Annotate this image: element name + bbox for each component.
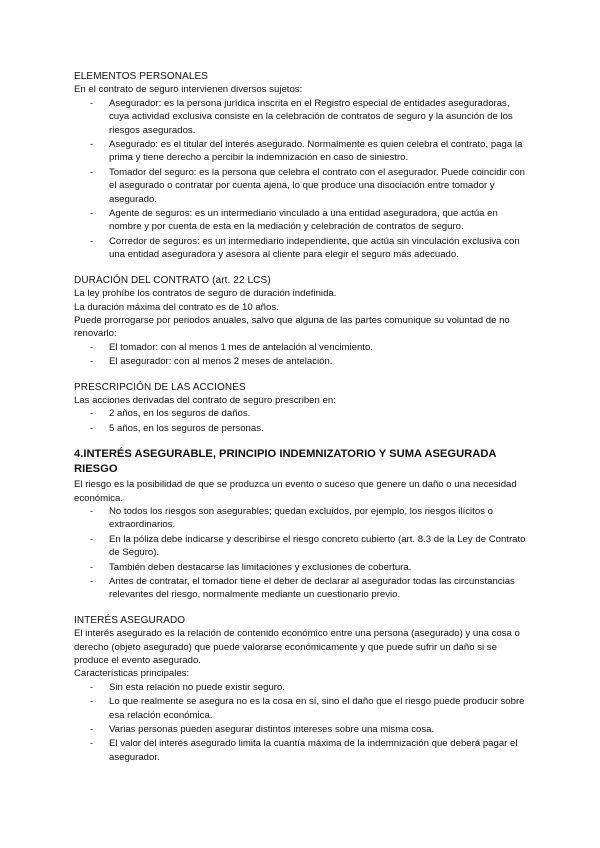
list-item: - Lo que realmente se asegura no es la cosa en sí, sino el daño que el riesgo puede producir sobre esa relación económica.	[74, 695, 532, 722]
section-intro: El interés asegurado es la relación de contenido económico entre una persona (asegurado) y una cosa o derecho (objeto asegurado) que puede valorarse económicamente y que puede sufrir un daño si se produce el evento asegurado.	[74, 628, 520, 667]
list-item: - Antes de contratar, el tomador tiene el deber de declarar al asegurador todas las circunstancias relevantes del riesgo, normalmente mediante un cuestionario previo.	[74, 575, 532, 602]
list-item: - No todos los riesgos son asegurables; quedan excluidos, por ejemplo, los riesgos ilícitos o extraordinarios.	[74, 505, 532, 532]
list-item: - 2 años, en los seguros de daños.	[74, 407, 532, 420]
section-intro: El riesgo es la posibilidad de que se produzca un evento o suceso que genere un daño o una necesidad económica.	[74, 479, 517, 504]
definition: : es un intermediario independiente, que actúa sin vinculación exclusiva con una entidad aseguradora y asesora al cliente para elegir el seguro más adecuado.	[109, 235, 520, 261]
term: Asegurador	[109, 97, 159, 109]
definition: : es la persona jurídica inscrita en el Registro especial de entidades aseguradoras, cuya actividad exclusiva consiste en la celebración de contratos de seguro y la asunción de los riesgos asegurados.	[109, 97, 513, 136]
section-intro: Las acciones derivadas del contrato de seguro prescriben en:	[74, 394, 336, 406]
list-item: - Varias personas pueden asegurar distintos intereses sobre una misma cosa.	[74, 723, 532, 736]
section-elementos-personales	[74, 70, 532, 262]
paragraph: La duración máxima del contrato es de 10 años.	[74, 301, 279, 313]
term: Tomador del seguro	[109, 166, 194, 178]
section-heading: ELEMENTOS PERSONALES	[74, 71, 209, 82]
list-item: - También deben destacarse las limitaciones y exclusiones de cobertura.	[74, 561, 532, 574]
bullet-list	[74, 505, 532, 602]
paragraph: Características principales:	[74, 668, 190, 680]
term: Asegurado	[109, 139, 156, 151]
list-item: - En la póliza debe indicarse y describirse el riesgo concreto cubierto (art. 8.3 de la Ley de Contrato de Seguro).	[74, 533, 532, 560]
list-item: - Sin esta relación no puede existir seguro.	[74, 681, 532, 694]
bullet-list	[74, 407, 532, 435]
paragraph: Puede prorrogarse por periodos anuales, salvo que alguna de las partes comunique su voluntad de no renovarlo:	[74, 314, 510, 340]
definition: : es el titular del interés asegurado. Normalmente es quien celebra el contrato, paga la prima y tiene derecho a percibir la indemnización en caso de siniestro.	[109, 139, 523, 164]
section-heading: INTERÉS ASEGURADO	[74, 614, 186, 626]
section-heading: DURACIÓN DEL CONTRATO (art. 22 LCS)	[74, 274, 271, 286]
section-prescripcion	[74, 381, 532, 436]
definition: : es un intermediario vinculado a una entidad aseguradora, que actúa en nombre y por cuenta de esta en la mediación y celebración de contratos de seguro.	[109, 208, 498, 233]
list-item	[74, 207, 532, 234]
paragraph: La ley prohíbe los contratos de seguro de duración indefinida.	[74, 288, 337, 300]
list-item	[74, 138, 532, 165]
section-duracion	[74, 274, 532, 369]
list-item: - El asegurador: con al menos 2 meses de antelación.	[74, 355, 532, 368]
term: Corredor de seguros	[109, 235, 197, 247]
section-heading: PRESCRIPCIÓN DE LAS ACCIONES	[74, 381, 246, 393]
list-item: - El tomador: con al menos 1 mes de antelación al vencimiento.	[74, 341, 532, 354]
term: Agente de seguros	[109, 208, 190, 220]
bullet-list	[74, 97, 532, 262]
chapter-heading: 4.INTERÉS ASEGURABLE, PRINCIPIO INDEMNIZATORIO Y SUMA ASEGURADA RIESGO	[74, 448, 497, 476]
list-item: - El valor del interés asegurado limita la cuantía máxima de la indemnización que deberá pagar el asegurador.	[74, 737, 532, 764]
section-intro: En el contrato de seguro intervienen diversos sujetos:	[74, 84, 303, 96]
section-interes-asegurable	[74, 447, 532, 602]
list-item	[74, 97, 532, 137]
list-item	[74, 166, 532, 206]
list-item: - 5 años, en los seguros de personas.	[74, 422, 532, 435]
definition: : es la persona que celebra el contrato con el asegurador. Puede coincidir con el asegurado o contratar por cuenta ajena, lo que produce una disociación entre tomador y asegurado.	[109, 166, 525, 205]
bullet-list	[74, 341, 532, 369]
list-item	[74, 235, 532, 262]
bullet-list	[74, 681, 532, 764]
section-interes-asegurado	[74, 614, 532, 764]
